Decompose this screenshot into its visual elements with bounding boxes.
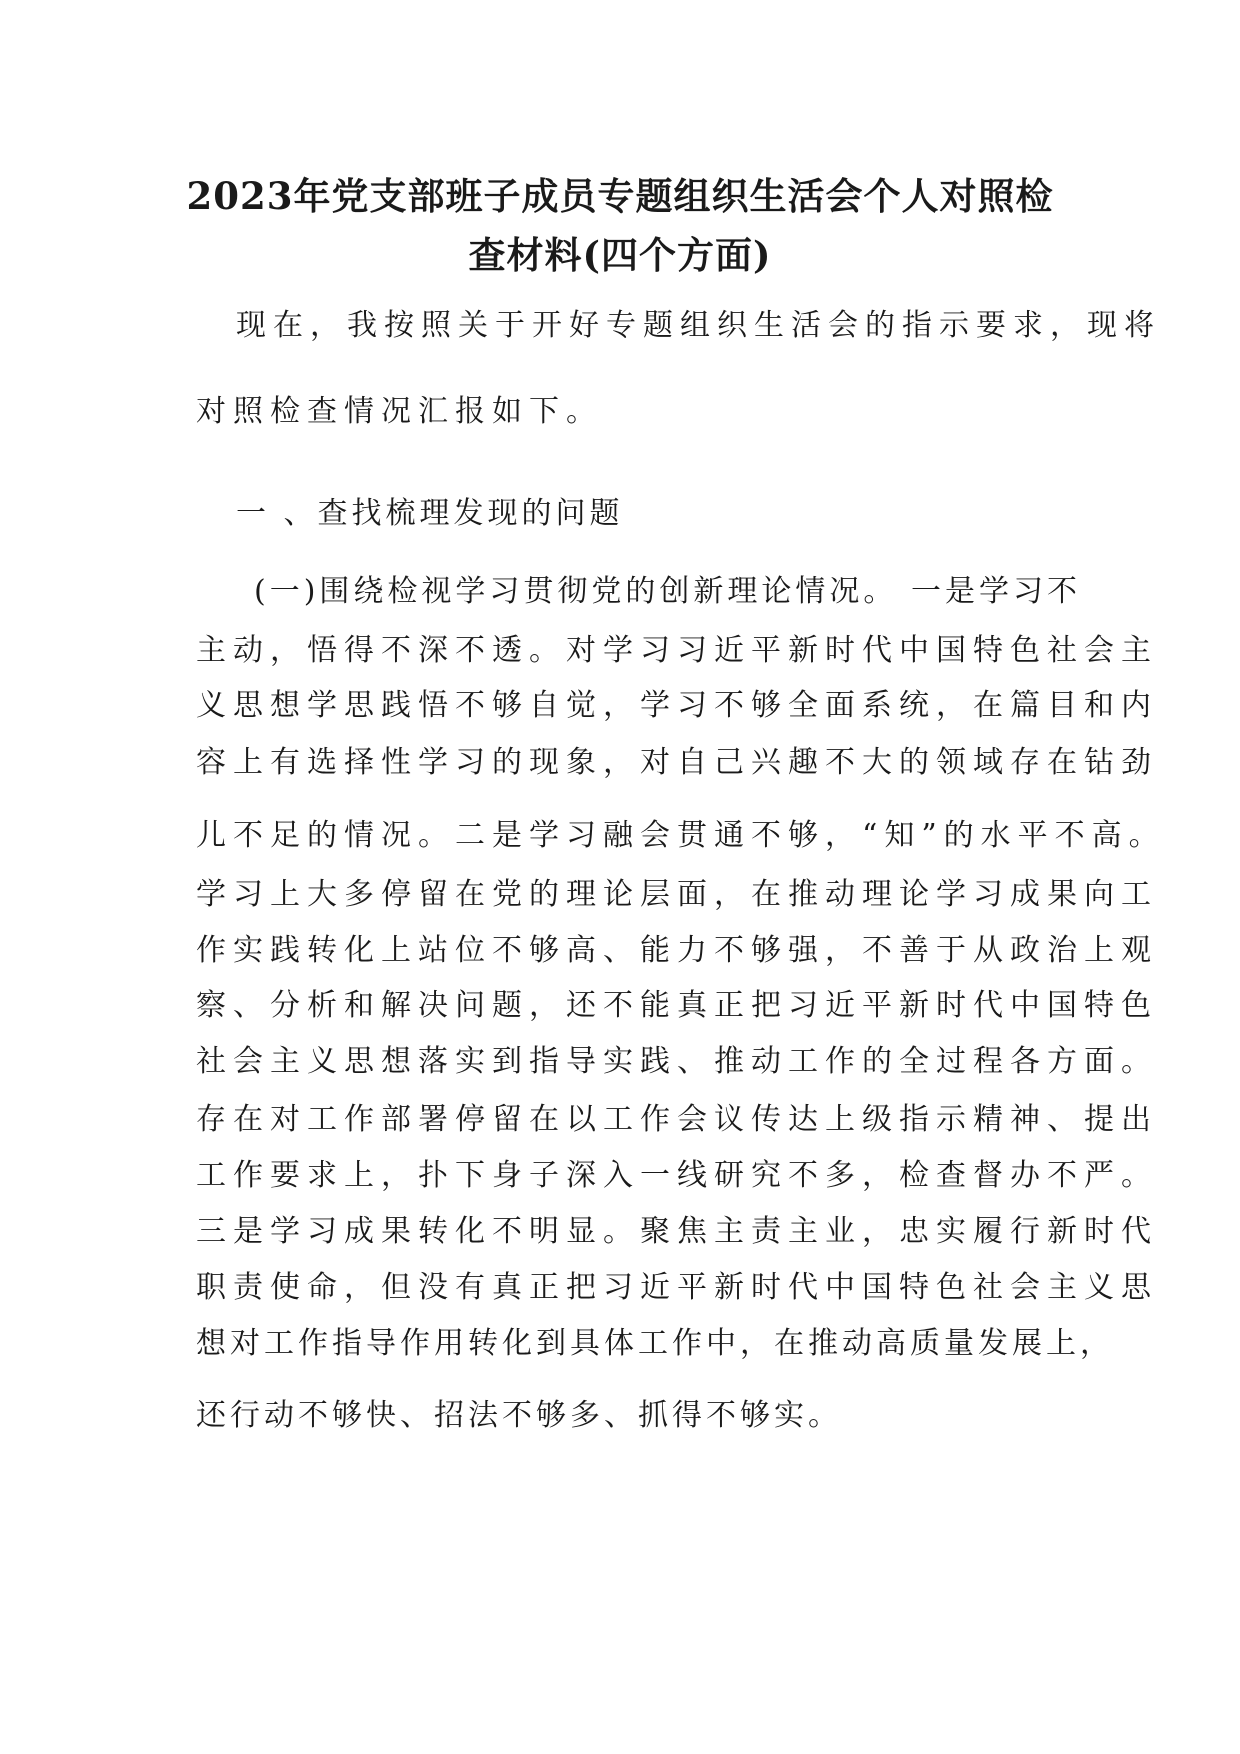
body-paragraph-line: 儿不足的情况。二是学习融会贯通不够，“知”的水平不高。 [196, 818, 1166, 853]
body-paragraph-line: 想对工作指导作用转化到具体工作中，在推动高质量发展上， [196, 1326, 1114, 1361]
intro-paragraph-line2: 对照检查情况汇报如下。 [196, 394, 603, 429]
body-paragraph-line: (一)围绕检视学习贯彻党的创新理论情况。 一是学习不 [254, 574, 1081, 609]
body-paragraph-line: 义思想学思践悟不够自觉，学习不够全面系统，在篇目和内 [196, 688, 1158, 723]
body-paragraph-line: 学习上大多停留在党的理论层面，在推动理论学习成果向工 [196, 877, 1158, 912]
intro-paragraph-line1: 现在，我按照关于开好专题组织生活会的指示要求，现将 [236, 308, 1161, 343]
body-paragraph-line: 作实践转化上站位不够高、能力不够强，不善于从政治上观 [196, 933, 1158, 968]
body-paragraph-line: 容上有选择性学习的现象，对自己兴趣不大的领域存在钻劲 [196, 745, 1158, 780]
body-paragraph-line: 存在对工作部署停留在以工作会议传达上级指示精神、提出 [196, 1102, 1158, 1137]
body-paragraph-line: 察、分析和解决问题，还不能真正把习近平新时代中国特色 [196, 988, 1158, 1023]
body-paragraph-line: 还行动不够快、招法不够多、抓得不够实。 [196, 1398, 842, 1433]
body-paragraph-line: 社会主义思想落实到指导实践、推动工作的全过程各方面。 [196, 1044, 1158, 1079]
document-title-line2: 查材料(四个方面) [468, 233, 772, 277]
body-paragraph-line: 主动，悟得不深不透。对学习习近平新时代中国特色社会主 [196, 633, 1158, 668]
section-heading: 一 、查找梳理发现的问题 [236, 496, 624, 531]
body-paragraph-line: 工作要求上，扑下身子深入一线研究不多，检查督办不严。 [196, 1158, 1158, 1193]
body-paragraph-line: 三是学习成果转化不明显。聚焦主责主业，忠实履行新时代 [196, 1214, 1158, 1249]
document-title-line1: 2023年党支部班子成员专题组织生活会个人对照检 [186, 174, 1054, 218]
body-paragraph-line: 职责使命，但没有真正把习近平新时代中国特色社会主义思 [196, 1270, 1158, 1305]
